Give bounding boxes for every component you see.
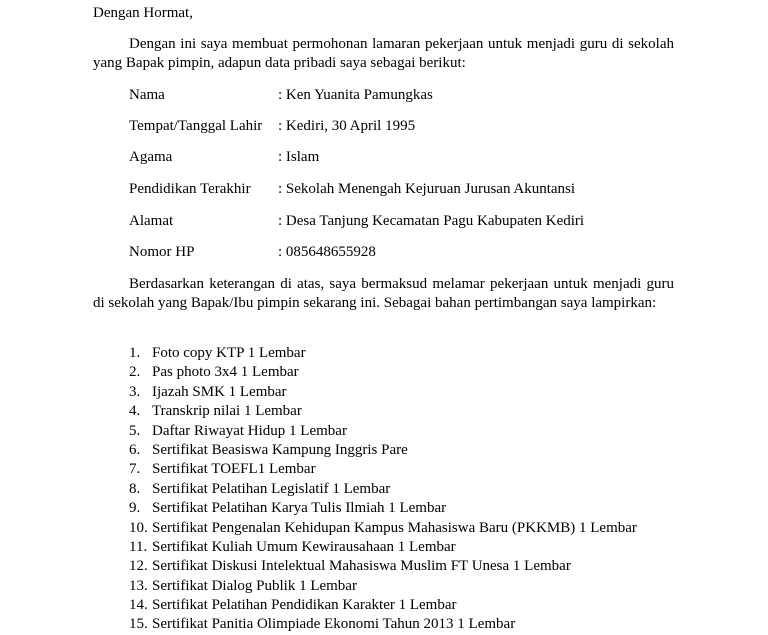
data-label: Alamat: [129, 213, 174, 229]
attachment-item: [129, 402, 637, 421]
attachment-text: Sertifikat Diskusi Intelektual Mahasiswa Muslim FT Unesa 1 Lembar: [152, 558, 571, 575]
attachment-item: [129, 383, 637, 402]
attachment-text: Sertifikat Pelatihan Karya Tulis Ilmiah 1 Lembar: [152, 500, 447, 517]
data-row-nama: [129, 86, 433, 106]
attachment-number: 3.: [129, 383, 141, 400]
data-row-ttl: [129, 117, 415, 137]
attachment-number: 15.: [129, 616, 148, 633]
data-label: Pendidikan Terakhir: [129, 181, 251, 197]
attachment-number: 6.: [129, 441, 141, 458]
data-label: Tempat/Tanggal Lahir: [129, 118, 263, 134]
attachment-number: 12.: [129, 558, 148, 575]
attachment-number: 1.: [129, 345, 141, 361]
attachment-text: Foto copy KTP 1 Lembar: [152, 345, 306, 361]
attachment-text: Sertifikat Dialog Publik 1 Lembar: [152, 577, 357, 594]
data-label: Agama: [129, 149, 173, 165]
data-row-agama: [129, 148, 319, 168]
data-value: : Kediri, 30 April 1995: [278, 118, 416, 134]
attachment-text: Sertifikat Kuliah Umum Kewirausahaan 1 Lembar: [152, 538, 456, 555]
attachment-number: 8.: [129, 480, 141, 497]
attachment-number: 11.: [129, 538, 148, 555]
attachment-item: [129, 480, 637, 499]
data-row-hp: [129, 243, 376, 263]
data-row-alamat: [129, 212, 584, 232]
attachment-number: 14.: [129, 597, 148, 614]
data-value: : Desa Tanjung Kecamatan Pagu Kabupaten Kediri: [278, 213, 585, 229]
data-label: Nomor HP: [129, 244, 195, 260]
data-value: : Ken Yuanita Pamungkas: [278, 87, 433, 103]
attachment-item: [129, 538, 637, 557]
attachment-item: [129, 441, 637, 460]
attachment-text: Transkrip nilai 1 Lembar: [152, 403, 302, 420]
data-value: : Islam: [278, 149, 320, 165]
attachment-item: [129, 363, 637, 382]
attachment-number: 2.: [129, 364, 141, 381]
attachment-item: [129, 557, 637, 576]
attachment-number: 9.: [129, 500, 141, 517]
data-value: : Sekolah Menengah Kejuruan Jurusan Akuntansi: [278, 181, 576, 197]
attachment-item: [129, 615, 637, 634]
body-paragraph: Berdasarkan keterangan di atas, saya bermaksud melamar pekerjaan untuk menjadi guru di sekolah yang Bapak/Ibu pimpin sekarang ini. Sebagai bahan pertimbangan saya lampirkan:: [93, 276, 674, 312]
attachment-text: Sertifikat Pelatihan Pendidikan Karakter 1 Lembar: [152, 597, 457, 614]
data-value: : 085648655928: [278, 244, 376, 260]
attachment-number: 13.: [129, 577, 148, 594]
attachment-number: 7.: [129, 461, 141, 478]
attachment-number: 5.: [129, 422, 141, 439]
attachment-item: [129, 596, 637, 615]
attachment-text: Daftar Riwayat Hidup 1 Lembar: [152, 422, 347, 439]
attachment-item: [129, 460, 637, 479]
attachment-item: [129, 422, 637, 441]
attachment-number: 10.: [129, 519, 148, 536]
attachment-number: 4.: [129, 403, 141, 420]
data-label: Nama: [129, 87, 165, 103]
attachment-text: Sertifikat Pelatihan Legislatif 1 Lembar: [152, 480, 391, 497]
attachment-list: [129, 344, 637, 635]
attachment-text: Sertifikat Pengenalan Kehidupan Kampus Mahasiswa Baru (PKKMB) 1 Lembar: [152, 519, 637, 536]
attachment-text: Sertifikat Panitia Olimpiade Ekonomi Tahun 2013 1 Lembar: [152, 616, 516, 633]
attachment-item: [129, 499, 637, 518]
attachment-text: Sertifikat TOEFL1 Lembar: [152, 461, 316, 478]
attachment-text: Sertifikat Beasiswa Kampung Inggris Pare: [152, 441, 408, 458]
attachment-text: Ijazah SMK 1 Lembar: [152, 383, 287, 400]
data-row-pendidikan: [129, 180, 575, 200]
attachment-item: [129, 344, 637, 363]
greeting: Dengan Hormat,: [93, 5, 193, 21]
intro-paragraph: Dengan ini saya membuat permohonan lamaran pekerjaan untuk menjadi guru di sekolah yang Bapak pimpin, adapun data pribadi saya sebagai berikut:: [93, 36, 674, 72]
attachment-item: [129, 577, 637, 596]
attachment-item: [129, 519, 637, 538]
attachment-text: Pas photo 3x4 1 Lembar: [152, 364, 299, 381]
